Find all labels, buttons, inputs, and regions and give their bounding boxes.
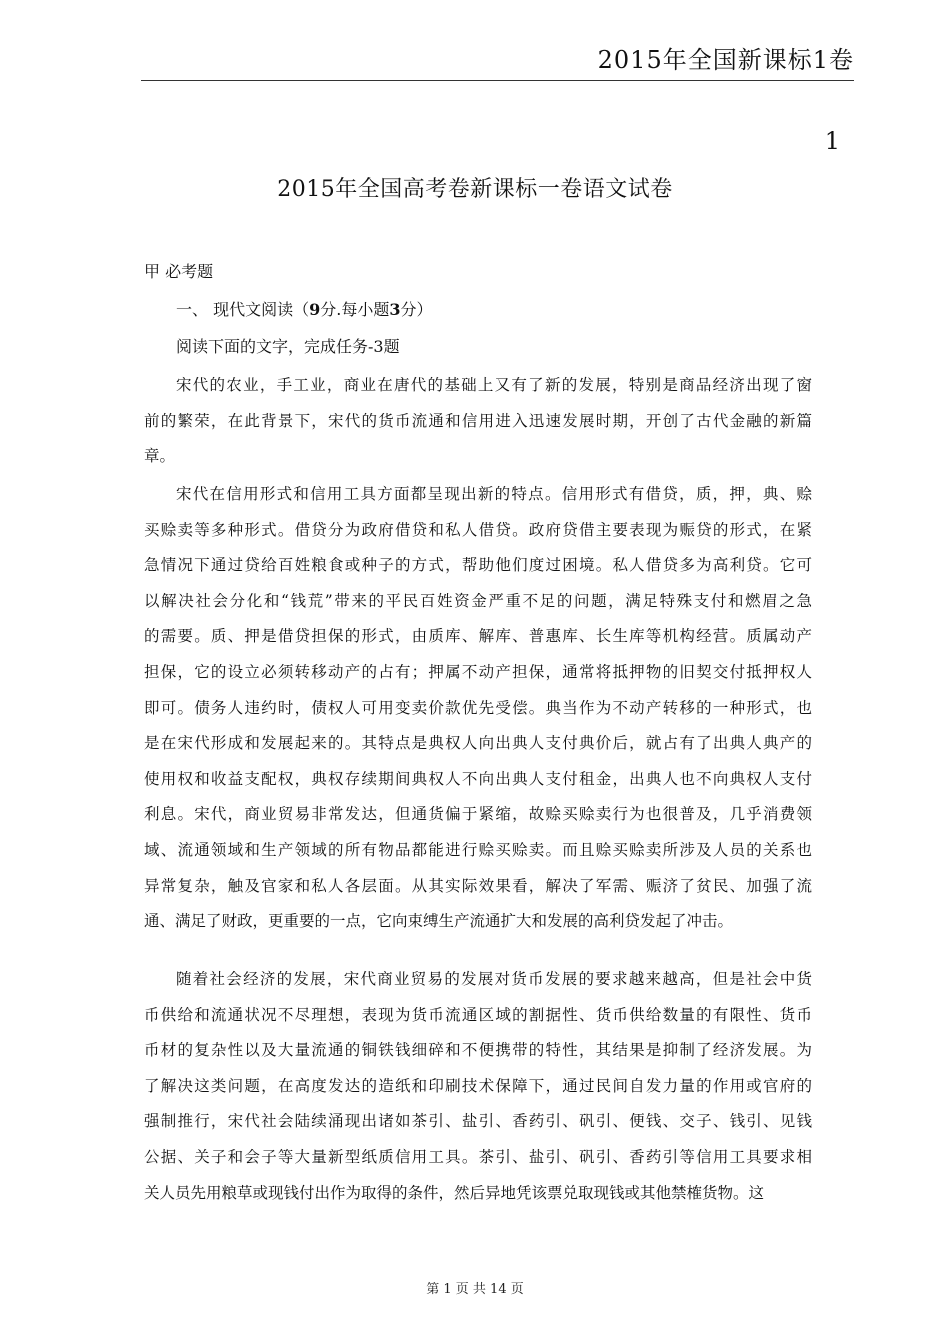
paragraph-line: 随着社会经济的发展，宋代商业贸易的发展对货币发展的要求越来越高，但是社会中货 <box>176 970 812 988</box>
paragraph-line: 了解决这类问题，在高度发达的造纸和印刷技术保障下，通过民间自发力量的作用或官府的 <box>144 1076 812 1095</box>
reading-instruction: 阅读下面的文字，完成任务-3题 <box>176 337 400 356</box>
subsection-heading <box>176 294 432 326</box>
subsection-mid: 分.每小题 <box>320 300 390 319</box>
paragraph-line: 币供给和流通状况不尽理想，表现为货币流通区域的割据性、货币供给数量的有限性、货币 <box>144 1005 812 1024</box>
paragraph-line: 异常复杂，触及官家和私人各层面。从其实际效果看，解决了军需、赈济了贫民、加强了流 <box>144 876 812 895</box>
section-label: 甲 必考题 <box>144 262 214 281</box>
subsection-each-score: 3 <box>389 300 401 319</box>
paragraph-line: 域、流通领域和生产领域的所有物品都能进行赊买赊卖。而且赊买赊卖所涉及人员的关系也 <box>144 840 812 859</box>
paragraph-line: 章。 <box>144 447 176 466</box>
paragraph-line: 急情况下通过贷给百姓粮食或种子的方式，帮助他们度过困境。私人借贷多为高利贷。它可 <box>144 556 812 575</box>
document-title: 2015年全国高考卷新课标一卷语文试卷 <box>277 177 673 202</box>
running-header: 2015年全国新课标1卷 <box>597 46 854 74</box>
paragraph-line: 宋代的农业，手工业，商业在唐代的基础上又有了新的发展，特别是商品经济出现了窗 <box>176 376 812 394</box>
paragraph-3 <box>144 962 812 1211</box>
paragraph-line: 关人员先用粮草或现钱付出作为取得的条件，然后异地凭该票兑取现钱或其他禁榷货物。这 <box>144 1183 765 1202</box>
subsection-score: 9 <box>309 300 321 319</box>
paragraph-1 <box>144 368 812 475</box>
paragraph-line: 买赊卖等多种形式。借贷分为政府借贷和私人借贷。政府贷借主要表现为赈贷的形式，在紧 <box>144 520 812 539</box>
paragraph-line: 使用权和收益支配权，典权存续期间典权人不向出典人支付租金，出典人也不向典权人支付 <box>144 769 812 788</box>
paragraph-line: 币材的复杂性以及大量流通的铜铁钱细碎和不便携带的特性，其结果是抑制了经济发展。为 <box>144 1041 812 1060</box>
paragraph-line: 强制推行，宋代社会陆续涌现出诸如茶引、盐引、香药引、矾引、便钱、交子、钱引、见钱 <box>144 1112 812 1131</box>
paragraph-line: 通、满足了财政，更重要的一点，它向束缚生产流通扩大和发展的高利贷发起了冲击。 <box>144 912 734 931</box>
paragraph-line: 担保，它的设立必须转移动产的占有；押属不动产担保，通常将抵押物的旧契交付抵押权人 <box>144 662 812 681</box>
page-mark: 1 <box>824 127 840 155</box>
header-rule <box>141 80 854 81</box>
subsection-suffix: 分） <box>400 300 433 319</box>
paragraph-line: 宋代在信用形式和信用工具方面都呈现出新的特点。信用形式有借贷，质，押，典、赊 <box>176 485 812 503</box>
paragraph-line: 前的繁荣，在此背景下，宋代的货币流通和信用进入迅速发展时期，开创了古代金融的新篇 <box>144 411 812 430</box>
paragraph-line: 以解决社会分化和“钱荒”带来的平民百姓资金严重不足的问题，满足特殊支付和燃眉之急 <box>144 591 812 610</box>
paragraph-line: 利息。宋代，商业贸易非常发达，但通货偏于紧缩，故赊买赊卖行为也很普及，几乎消费领 <box>144 805 812 824</box>
paragraph-line: 的需要。质、押是借贷担保的形式，由质库、解库、普惠库、长生库等机构经营。质属动产 <box>144 627 812 646</box>
subsection-prefix: 一、 现代文阅读（ <box>176 300 310 319</box>
paragraph-2 <box>144 477 812 940</box>
page-footer: 第 1 页 共 14 页 <box>426 1282 524 1297</box>
paragraph-line: 是在宋代形成和发展起来的。其特点是典权人向出典人支付典价后，就占有了出典人典产的 <box>144 734 812 753</box>
paragraph-line: 公据、关子和会子等大量新型纸质信用工具。茶引、盐引、矾引、香药引等信用工具要求相 <box>144 1147 812 1166</box>
paragraph-line: 即可。债务人违约时，债权人可用变卖价款优先受偿。典当作为不动产转移的一种形式，也 <box>144 698 812 717</box>
